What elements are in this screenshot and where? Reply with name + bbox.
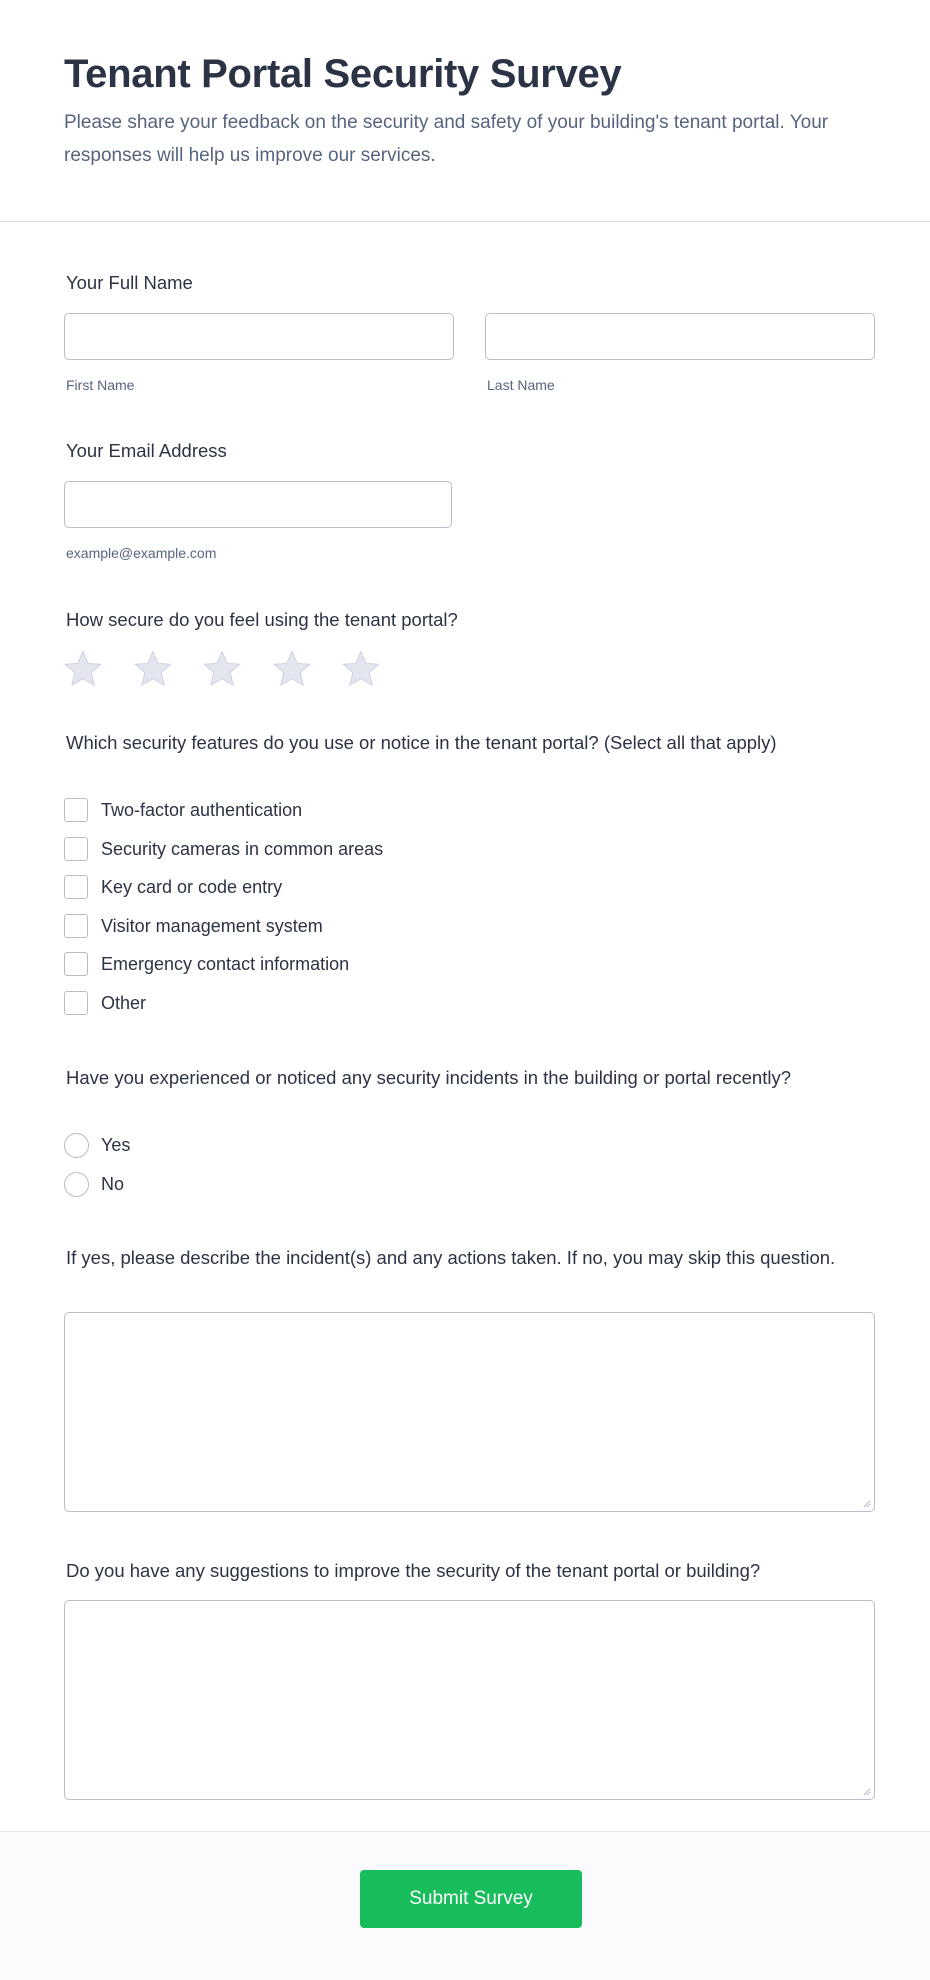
resize-handle-icon[interactable]	[862, 1499, 871, 1508]
feature-checkbox-label[interactable]: Two-factor authentication	[101, 800, 303, 820]
incident-radio-label[interactable]: No	[101, 1174, 125, 1194]
star-icon[interactable]	[341, 649, 381, 689]
feature-checkbox[interactable]	[64, 952, 88, 976]
feature-checkbox[interactable]	[64, 991, 88, 1015]
feature-checkbox[interactable]	[64, 837, 88, 861]
incident-details-question: If yes, please describe the incident(s) and any actions taken. If no, you may skip this question.	[66, 1247, 836, 1268]
rating-question: How secure do you feel using the tenant portal?	[66, 609, 458, 630]
email-input[interactable]	[64, 481, 452, 528]
submit-survey-button[interactable]: Submit Survey	[360, 1870, 582, 1928]
resize-handle-icon[interactable]	[862, 1787, 871, 1796]
feature-checkbox-label[interactable]: Security cameras in common areas	[101, 838, 384, 859]
incident-radio-label[interactable]: Yes	[101, 1135, 131, 1155]
feature-checkbox-label[interactable]: Key card or code entry	[101, 877, 283, 897]
email-sublabel: example@example.com	[66, 545, 217, 561]
feature-checkbox[interactable]	[64, 914, 88, 938]
header-divider	[0, 221, 930, 222]
feature-checkbox[interactable]	[64, 798, 88, 822]
suggestions-textarea[interactable]	[64, 1600, 875, 1800]
feature-checkbox-label[interactable]: Other	[101, 992, 147, 1013]
page-description: Please share your feedback on the security and safety of your building's tenant portal. Your responses will help us improve our services.	[64, 112, 829, 166]
incident-radio-no[interactable]	[64, 1172, 89, 1197]
email-label: Your Email Address	[66, 440, 227, 461]
star-icon[interactable]	[272, 649, 312, 689]
feature-checkbox-label[interactable]: Emergency contact information	[101, 954, 350, 974]
suggestions-question: Do you have any suggestions to improve the security of the tenant portal or building?	[66, 1560, 761, 1581]
star-icon[interactable]	[202, 649, 242, 689]
incident-details-textarea[interactable]	[64, 1312, 875, 1512]
last-name-input[interactable]	[485, 313, 875, 360]
features-question: Which security features do you use or notice in the tenant portal? (Select all that apply)	[66, 732, 777, 753]
incident-radio-yes[interactable]	[64, 1133, 89, 1158]
feature-checkbox[interactable]	[64, 875, 88, 899]
incidents-question: Have you experienced or noticed any security incidents in the building or portal recently?	[66, 1067, 791, 1088]
feature-checkbox-label[interactable]: Visitor management system	[101, 915, 323, 936]
full-name-label: Your Full Name	[66, 272, 193, 293]
star-icon[interactable]	[133, 649, 173, 689]
first-name-sublabel: First Name	[66, 377, 135, 393]
star-icon[interactable]	[63, 649, 103, 689]
last-name-sublabel: Last Name	[487, 377, 555, 393]
first-name-input[interactable]	[64, 313, 454, 360]
page-title: Tenant Portal Security Survey	[64, 52, 622, 96]
